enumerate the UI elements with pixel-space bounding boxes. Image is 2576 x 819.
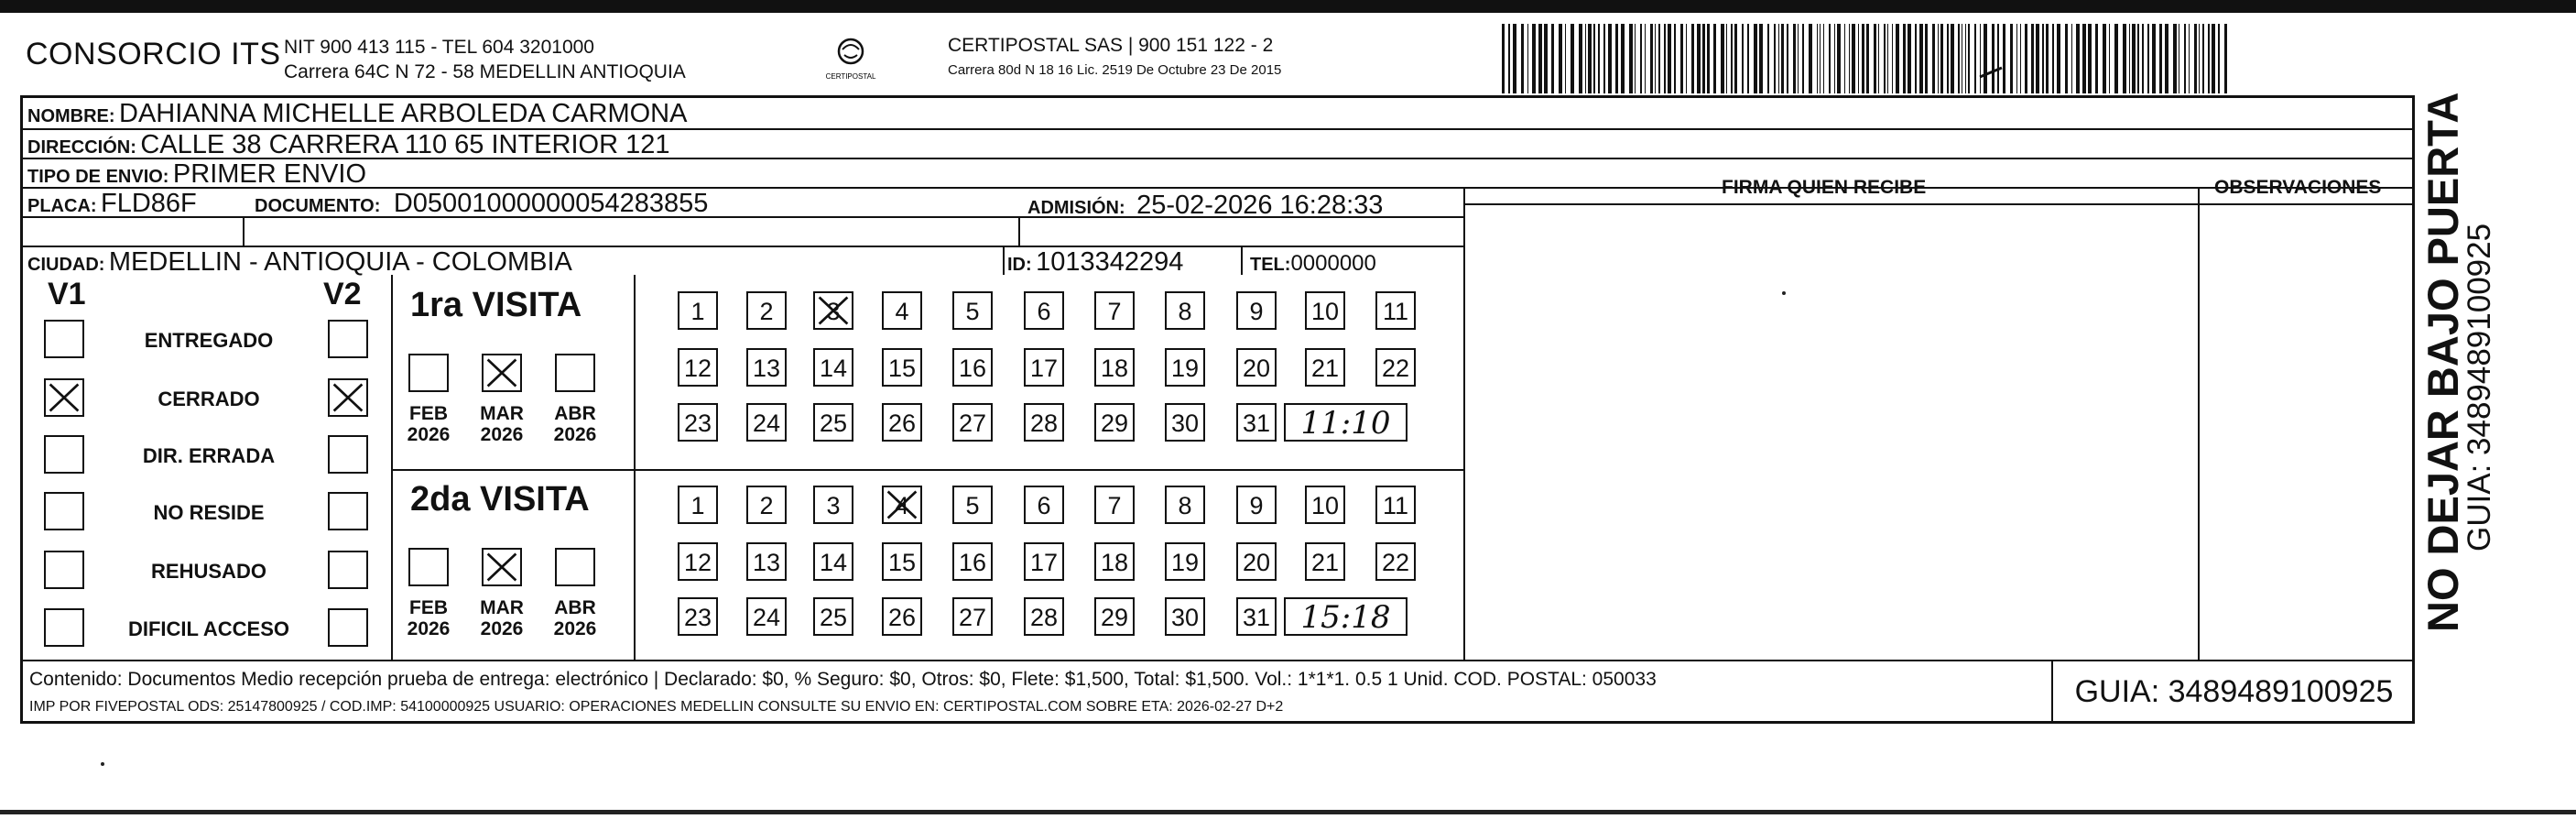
v2-header: V2 xyxy=(323,277,362,311)
side-warning: NO DEJAR BAJO PUERTA xyxy=(2418,92,2467,632)
day-number: 27 xyxy=(958,410,987,437)
divider xyxy=(391,469,1463,471)
day-box[interactable] xyxy=(1236,542,1277,581)
month-name: FEB xyxy=(409,403,448,424)
company-name: CONSORCIO ITS xyxy=(26,37,281,71)
day-number: 29 xyxy=(1100,410,1129,437)
month-label xyxy=(549,597,602,639)
day-box[interactable] xyxy=(746,542,787,581)
nit-line: NIT 900 413 115 - TEL 604 3201000 xyxy=(284,37,594,58)
day-box[interactable] xyxy=(1165,542,1205,581)
day-box[interactable] xyxy=(952,542,993,581)
day-box[interactable] xyxy=(813,291,853,330)
day-box[interactable] xyxy=(882,403,922,442)
day-box[interactable] xyxy=(1024,403,1064,442)
day-number: 16 xyxy=(958,549,987,576)
day-box[interactable] xyxy=(1165,291,1205,330)
day-box[interactable] xyxy=(952,486,993,524)
day-number: 1 xyxy=(690,298,705,325)
day-box[interactable] xyxy=(1094,403,1135,442)
month-year: 2026 xyxy=(407,618,451,639)
day-box[interactable] xyxy=(1024,486,1064,524)
certipostal-info xyxy=(948,33,1281,82)
day-number: 27 xyxy=(958,604,987,631)
divider xyxy=(2198,203,2415,205)
month-name: ABR xyxy=(554,597,596,618)
day-number: 17 xyxy=(1029,549,1059,576)
day-box[interactable] xyxy=(1165,403,1205,442)
day-box[interactable] xyxy=(678,291,718,330)
day-box[interactable] xyxy=(952,291,993,330)
documento-label: DOCUMENTO: xyxy=(255,196,381,216)
day-number: 31 xyxy=(1242,604,1271,631)
month-name: MAR xyxy=(480,403,524,424)
day-number: 5 xyxy=(965,492,980,519)
day-box[interactable] xyxy=(678,486,718,524)
day-box[interactable] xyxy=(1236,348,1277,387)
day-number: 1 xyxy=(690,492,705,519)
v2-checkbox[interactable] xyxy=(328,320,368,358)
day-box[interactable] xyxy=(1024,291,1064,330)
day-number: 18 xyxy=(1100,549,1129,576)
ciudad-label: CIUDAD: xyxy=(27,255,105,275)
day-number: 13 xyxy=(752,355,781,382)
v2-checkbox[interactable] xyxy=(328,492,368,530)
day-number: 3 xyxy=(826,492,841,519)
month-label xyxy=(402,597,455,639)
status-label: REHUSADO xyxy=(151,560,266,583)
day-number: 15 xyxy=(887,549,917,576)
month-label xyxy=(549,403,602,445)
ciudad-value: MEDELLIN - ANTIOQUIA - COLOMBIA xyxy=(108,247,572,277)
day-number: 28 xyxy=(1029,410,1059,437)
day-box[interactable] xyxy=(746,291,787,330)
day-number: 29 xyxy=(1100,604,1129,631)
day-number: 2 xyxy=(759,492,774,519)
day-box[interactable] xyxy=(1024,348,1064,387)
stray-mark xyxy=(101,762,104,766)
divider xyxy=(391,275,393,660)
divider xyxy=(634,275,636,660)
admision-field xyxy=(1027,191,1383,221)
visit-time[interactable]: 11:10 xyxy=(1284,403,1408,442)
tel-label: TEL: xyxy=(1250,255,1291,275)
month-checkbox[interactable] xyxy=(555,354,595,392)
pen-mark xyxy=(1978,66,2004,79)
month-year: 2026 xyxy=(480,618,524,639)
v1-checkbox[interactable] xyxy=(44,320,84,358)
company-info xyxy=(284,35,686,84)
logo-caption: CERTIPOSTAL xyxy=(825,72,876,81)
day-number: 4 xyxy=(895,492,909,519)
direccion-field xyxy=(27,130,669,160)
day-box[interactable] xyxy=(1305,486,1345,524)
status-label: CERRADO xyxy=(158,388,260,410)
visit-title: 2da VISITA xyxy=(410,480,590,519)
day-number: 17 xyxy=(1029,355,1059,382)
day-box[interactable] xyxy=(1094,542,1135,581)
placa-label: PLACA: xyxy=(27,196,97,216)
month-label xyxy=(402,403,455,445)
day-number: 4 xyxy=(895,298,909,325)
day-box[interactable] xyxy=(1094,486,1135,524)
x-mark-icon xyxy=(815,293,852,328)
x-mark-icon xyxy=(884,487,920,522)
day-number: 7 xyxy=(1107,298,1122,325)
month-checkbox[interactable] xyxy=(482,354,522,392)
month-name: ABR xyxy=(554,403,596,424)
v1-checkbox[interactable] xyxy=(44,551,84,589)
day-box[interactable] xyxy=(1305,348,1345,387)
divider xyxy=(1003,246,1005,275)
month-year: 2026 xyxy=(407,424,451,445)
day-box[interactable] xyxy=(882,486,922,524)
nombre-label: NOMBRE: xyxy=(27,106,115,126)
day-box[interactable] xyxy=(746,403,787,442)
day-number: 28 xyxy=(1029,604,1059,631)
day-box[interactable] xyxy=(1305,542,1345,581)
day-number: 14 xyxy=(819,355,848,382)
v1-checkbox[interactable] xyxy=(44,608,84,647)
top-edge-bar xyxy=(0,0,2576,13)
tel-value: 0000000 xyxy=(1290,251,1376,276)
day-box[interactable] xyxy=(1375,542,1416,581)
day-number: 25 xyxy=(819,410,848,437)
day-number: 22 xyxy=(1381,355,1410,382)
day-box[interactable] xyxy=(1236,291,1277,330)
month-name: MAR xyxy=(480,597,524,618)
day-box[interactable] xyxy=(678,403,718,442)
day-number: 18 xyxy=(1100,355,1129,382)
v2-checkbox[interactable] xyxy=(328,378,368,417)
barcode xyxy=(1502,24,2230,93)
day-box[interactable] xyxy=(1236,486,1277,524)
day-box[interactable] xyxy=(882,291,922,330)
id-label: ID: xyxy=(1007,255,1032,275)
day-number: 10 xyxy=(1310,492,1340,519)
divider xyxy=(1463,203,2198,205)
day-box[interactable] xyxy=(952,597,993,636)
id-value: 1013342294 xyxy=(1036,247,1184,277)
divider xyxy=(2198,187,2200,660)
day-number: 8 xyxy=(1178,492,1192,519)
day-box[interactable] xyxy=(746,597,787,636)
day-number: 2 xyxy=(759,298,774,325)
certipostal-license: Carrera 80d N 18 16 Lic. 2519 De Octubre 23 De 2015 xyxy=(948,62,1282,78)
day-box[interactable] xyxy=(1375,348,1416,387)
status-label: DIFICIL ACCESO xyxy=(127,617,289,640)
nombre-value: DAHIANNA MICHELLE ARBOLEDA CARMONA xyxy=(119,99,688,128)
signature-mark xyxy=(1782,291,1786,295)
day-box[interactable] xyxy=(1024,597,1064,636)
x-mark-icon xyxy=(484,355,520,390)
v2-checkbox[interactable] xyxy=(328,551,368,589)
day-number: 12 xyxy=(683,355,712,382)
placa-value: FLD86F xyxy=(101,189,197,218)
day-box[interactable] xyxy=(882,542,922,581)
admision-value: 25-02-2026 16:28:33 xyxy=(1136,191,1384,220)
day-number: 11 xyxy=(1382,298,1409,325)
day-box[interactable] xyxy=(882,348,922,387)
day-number: 6 xyxy=(1037,298,1051,325)
nombre-field xyxy=(27,99,687,129)
day-number: 20 xyxy=(1242,549,1271,576)
day-number: 30 xyxy=(1170,410,1200,437)
day-box[interactable] xyxy=(678,542,718,581)
ciudad-field xyxy=(27,247,572,278)
month-label xyxy=(475,597,528,639)
guia-number: GUIA: 3489489100925 xyxy=(2051,660,2415,724)
tel-field xyxy=(1250,251,1376,277)
day-box[interactable] xyxy=(746,486,787,524)
x-mark-icon xyxy=(46,380,82,415)
month-year: 2026 xyxy=(553,424,597,445)
divider xyxy=(1463,187,1465,660)
day-number: 10 xyxy=(1310,298,1340,325)
admision-label: ADMISIÓN: xyxy=(1027,198,1125,218)
bottom-edge-bar xyxy=(0,810,2576,814)
day-number: 24 xyxy=(752,410,781,437)
day-number: 23 xyxy=(683,604,712,631)
day-number: 13 xyxy=(752,549,781,576)
v1-checkbox[interactable] xyxy=(44,435,84,474)
month-year: 2026 xyxy=(553,618,597,639)
day-box[interactable] xyxy=(1165,597,1205,636)
day-box[interactable] xyxy=(952,348,993,387)
day-box[interactable] xyxy=(813,348,853,387)
day-number: 11 xyxy=(1382,492,1409,519)
day-box[interactable] xyxy=(952,403,993,442)
day-number: 16 xyxy=(958,355,987,382)
day-box[interactable] xyxy=(1236,597,1277,636)
day-box[interactable] xyxy=(678,348,718,387)
month-name: FEB xyxy=(409,597,448,618)
day-box[interactable] xyxy=(1375,291,1416,330)
day-number: 22 xyxy=(1381,549,1410,576)
day-number: 8 xyxy=(1178,298,1192,325)
day-number: 26 xyxy=(887,410,917,437)
day-number: 23 xyxy=(683,410,712,437)
day-number: 3 xyxy=(826,298,841,325)
certipostal-line: CERTIPOSTAL SAS | 900 151 122 - 2 xyxy=(948,35,1274,56)
placa-field xyxy=(27,189,197,219)
day-box[interactable] xyxy=(1094,291,1135,330)
print-info: IMP POR FIVEPOSTAL ODS: 25147800925 / COD.IMP: 54100000925 USUARIO: OPERACIONES MEDELLIN CONSULTE SU ENVIO EN: CERTIPOSTAL.COM SOBRE ETA: 2026-02-27 D+2 xyxy=(29,699,1284,715)
day-box[interactable] xyxy=(1094,597,1135,636)
day-box[interactable] xyxy=(746,348,787,387)
v1-checkbox[interactable] xyxy=(44,492,84,530)
day-number: 31 xyxy=(1242,410,1271,437)
direccion-label: DIRECCIÓN: xyxy=(27,137,136,158)
v1-checkbox[interactable] xyxy=(44,378,84,417)
day-box[interactable] xyxy=(1165,348,1205,387)
observaciones-label: OBSERVACIONES xyxy=(2214,177,2382,198)
day-box[interactable] xyxy=(813,403,853,442)
day-box[interactable] xyxy=(813,542,853,581)
day-box[interactable] xyxy=(813,597,853,636)
day-box[interactable] xyxy=(1305,291,1345,330)
x-mark-icon xyxy=(484,550,520,584)
v1-header: V1 xyxy=(48,277,86,311)
documento-value: D05001000000054283855 xyxy=(393,189,709,218)
tipo-value: PRIMER ENVIO xyxy=(172,159,367,189)
day-number: 24 xyxy=(752,604,781,631)
v2-checkbox[interactable] xyxy=(328,435,368,474)
day-number: 25 xyxy=(819,604,848,631)
firma-label: FIRMA QUIEN RECIBE xyxy=(1722,177,1927,198)
day-number: 9 xyxy=(1249,298,1264,325)
month-label xyxy=(475,403,528,445)
tipo-label: TIPO DE ENVIO: xyxy=(27,167,169,187)
day-box[interactable] xyxy=(1236,403,1277,442)
day-number: 6 xyxy=(1037,492,1051,519)
x-mark-icon xyxy=(330,380,366,415)
day-number: 21 xyxy=(1310,549,1340,576)
company-address: Carrera 64C N 72 - 58 MEDELLIN ANTIOQUIA xyxy=(284,61,686,82)
day-number: 21 xyxy=(1310,355,1340,382)
day-number: 9 xyxy=(1249,492,1264,519)
day-box[interactable] xyxy=(678,597,718,636)
v2-checkbox[interactable] xyxy=(328,608,368,647)
content-summary: Contenido: Documentos Medio recepción prueba de entrega: electrónico | Declarado: $0, % Seguro: $0, Otros: $0, Flete: $1,500, Total: $1,500. Vol.: 1*1*1. 0.5 1 Unid. COD. POSTAL: 050033 xyxy=(29,669,1657,690)
id-field xyxy=(1007,247,1183,278)
divider xyxy=(1241,246,1243,275)
day-box[interactable] xyxy=(882,597,922,636)
month-checkbox[interactable] xyxy=(555,548,595,586)
day-number: 7 xyxy=(1107,492,1122,519)
side-guia: GUIA: 3489489100925 xyxy=(2462,223,2497,551)
tipo-field xyxy=(27,159,366,190)
direccion-value: CALLE 38 CARRERA 110 65 INTERIOR 121 xyxy=(140,130,670,159)
month-checkbox[interactable] xyxy=(408,548,449,586)
day-box[interactable] xyxy=(1375,486,1416,524)
day-number: 5 xyxy=(965,298,980,325)
day-number: 26 xyxy=(887,604,917,631)
status-label: DIR. ERRADA xyxy=(142,444,276,467)
day-box[interactable] xyxy=(1094,348,1135,387)
day-box[interactable] xyxy=(1165,486,1205,524)
divider xyxy=(243,216,245,246)
day-number: 19 xyxy=(1170,549,1200,576)
divider xyxy=(1018,216,1020,246)
day-number: 20 xyxy=(1242,355,1271,382)
month-checkbox[interactable] xyxy=(482,548,522,586)
day-box[interactable] xyxy=(1024,542,1064,581)
month-year: 2026 xyxy=(480,424,524,445)
day-number: 14 xyxy=(819,549,848,576)
day-number: 15 xyxy=(887,355,917,382)
visit-time[interactable]: 15:18 xyxy=(1284,597,1408,636)
certipostal-logo xyxy=(822,33,879,86)
day-box[interactable] xyxy=(813,486,853,524)
day-number: 30 xyxy=(1170,604,1200,631)
status-label: NO RESIDE xyxy=(153,501,265,524)
documento-field xyxy=(255,189,708,219)
day-number: 12 xyxy=(683,549,712,576)
status-label: ENTREGADO xyxy=(144,329,274,352)
month-checkbox[interactable] xyxy=(408,354,449,392)
day-number: 19 xyxy=(1170,355,1200,382)
visit-title: 1ra VISITA xyxy=(410,286,582,324)
